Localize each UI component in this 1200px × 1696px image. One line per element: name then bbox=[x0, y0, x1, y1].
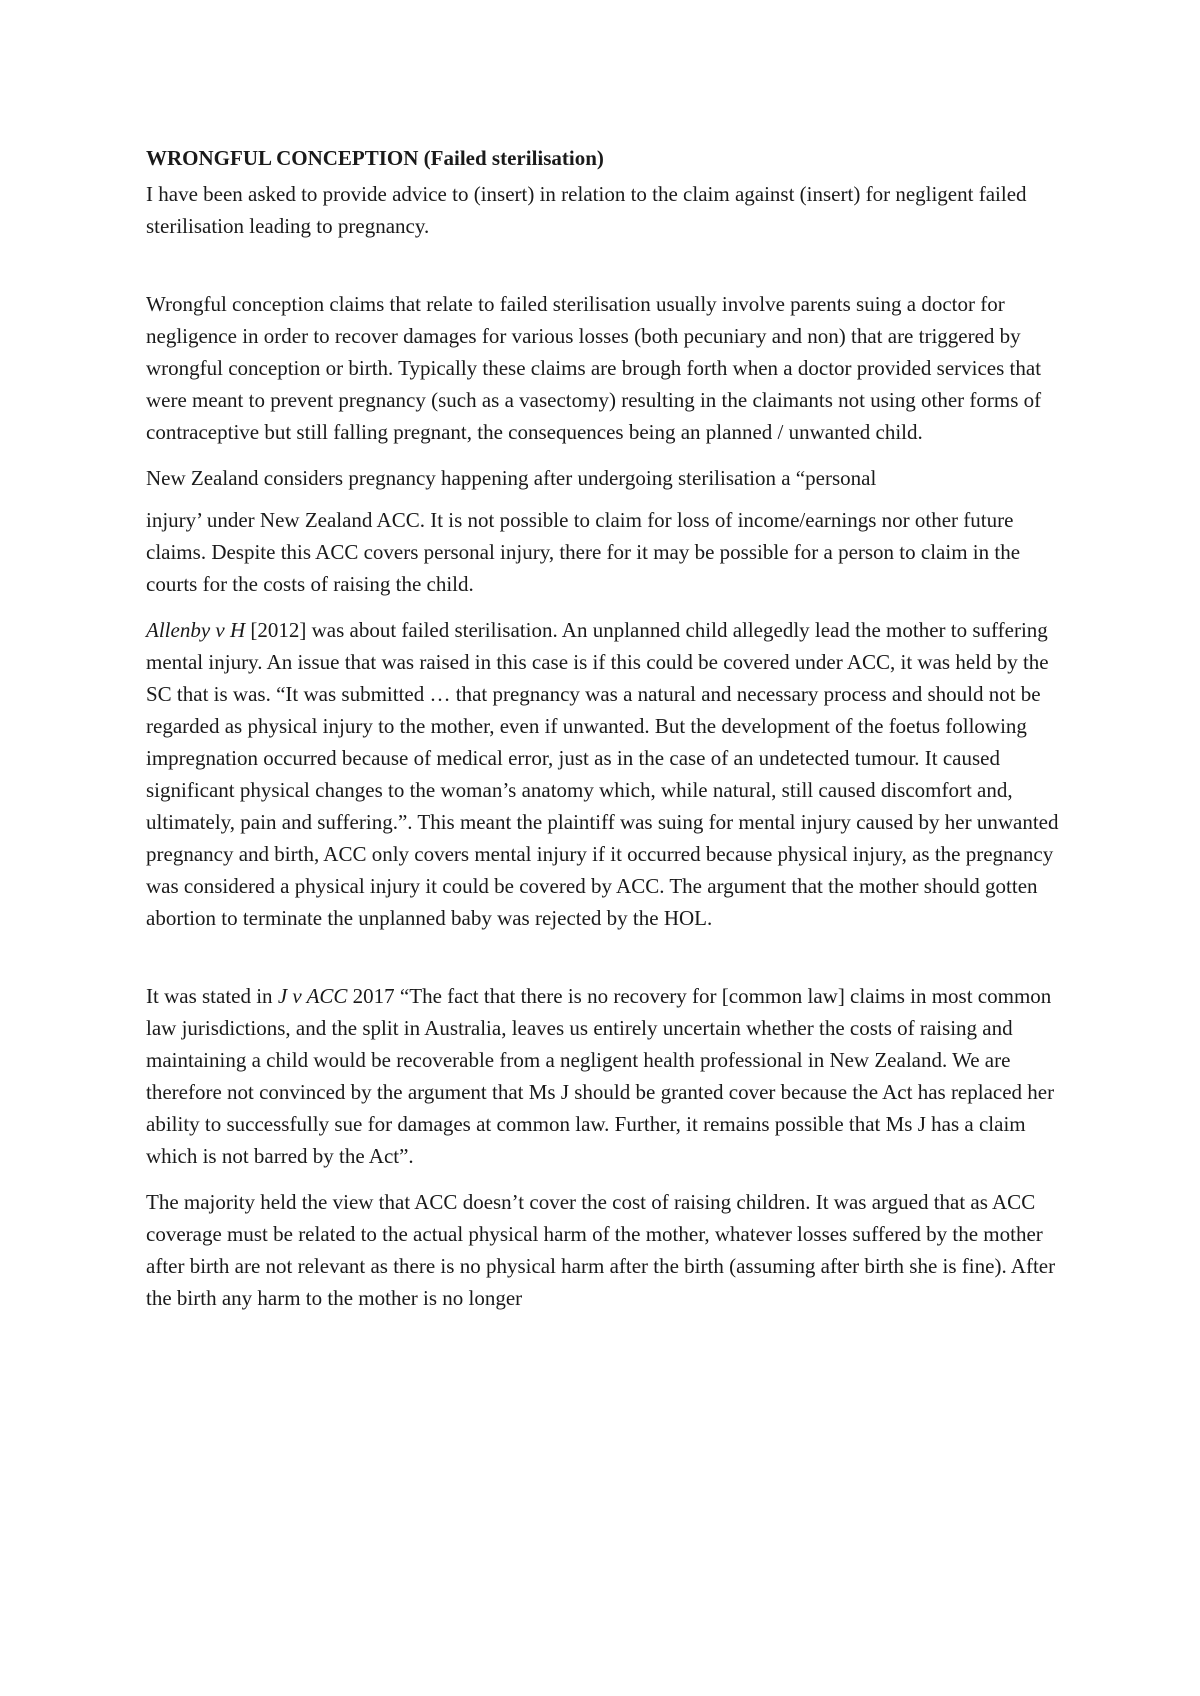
spacer bbox=[146, 448, 1064, 462]
paragraph-nz-line1: New Zealand considers pregnancy happening after undergoing sterilisation a “personal bbox=[146, 466, 877, 490]
case-name-allenby: Allenby v H bbox=[146, 618, 246, 642]
paragraph-j-v-acc bbox=[146, 980, 1064, 1172]
paragraph-majority-view: The majority held the view that ACC doesn’t cover the cost of raising children. It was argued that as ACC coverage must be related to the actual physical harm of the mother, whatever losses suffered by the mother after birth are not relevant as there is no physical harm after the birth (assuming after birth she is fine). After the birth any harm to the mother is no longer bbox=[146, 1190, 1056, 1310]
intro-paragraph: I have been asked to provide advice to (insert) in relation to the claim against (insert) for negligent failed sterilisation leading to pregnancy. bbox=[146, 182, 1027, 238]
paragraph-wrongful-conception-claims: Wrongful conception claims that relate to failed sterilisation usually involve parents suing a doctor for negligence in order to recover damages for various losses (both pecuniary and non) that are triggered by wrongful conception or birth. Typically these claims are brough forth when a doctor provided services that were meant to prevent pregnancy (such as a vasectomy) resulting in the claimants not using other forms of contraceptive but still falling pregnant, the consequences being an planned / unwanted child. bbox=[146, 292, 1042, 444]
allenby-text: [2012] was about failed sterilisation. An unplanned child allegedly lead the mother to suffering mental injury. An issue that was raised in this case is if this could be covered under ACC, it was held by the SC that is was. “It was submitted … that pregnancy was a natural and necessary process and should not be regarded as physical injury to the mother, even if unwanted. But the development of the foetus following impregnation occurred because of medical error, just as in the case of an undetected tumour. It caused significant physical changes to the woman’s anatomy which, while natural, still caused discomfort and, ultimately, pain and suffering.”. This meant the plaintiff was suing for mental injury caused by her unwanted pregnancy and birth, ACC only covers mental injury if it occurred because physical injury, as the pregnancy was considered a physical injury it could be covered by ACC. The argument that the mother should gotten abortion to terminate the unplanned baby was rejected by the HOL. bbox=[146, 618, 1059, 930]
document-title: WRONGFUL CONCEPTION (Failed sterilisation) bbox=[146, 146, 604, 170]
spacer bbox=[146, 600, 1064, 614]
document-body bbox=[146, 142, 1064, 1314]
j-v-acc-text: 2017 “The fact that there is no recovery for [common law] claims in most common law jurisdictions, and the split in Australia, leaves us entirely uncertain whether the costs of raising and maintaining a child would be recoverable from a negligent health professional in New Zealand. We are therefore not convinced by the argument that Ms J should be granted cover because the Act has replaced her ability to successfully sue for damages at common law. Further, it remains possible that Ms J has a claim which is not barred by the Act”. bbox=[146, 984, 1055, 1168]
case-name-j-v-acc: J v ACC bbox=[277, 984, 348, 1008]
paragraph-nz-acc: injury’ under New Zealand ACC. It is not possible to claim for loss of income/earnings nor other future claims. Despite this ACC covers personal injury, there for it may be possible for a person to claim in the courts for the costs of raising the child. bbox=[146, 508, 1021, 596]
paragraph-allenby-case bbox=[146, 614, 1064, 934]
spacer bbox=[146, 934, 1064, 980]
spacer bbox=[146, 242, 1064, 288]
spacer bbox=[146, 1172, 1064, 1186]
j-v-acc-prefix: It was stated in bbox=[146, 984, 278, 1008]
